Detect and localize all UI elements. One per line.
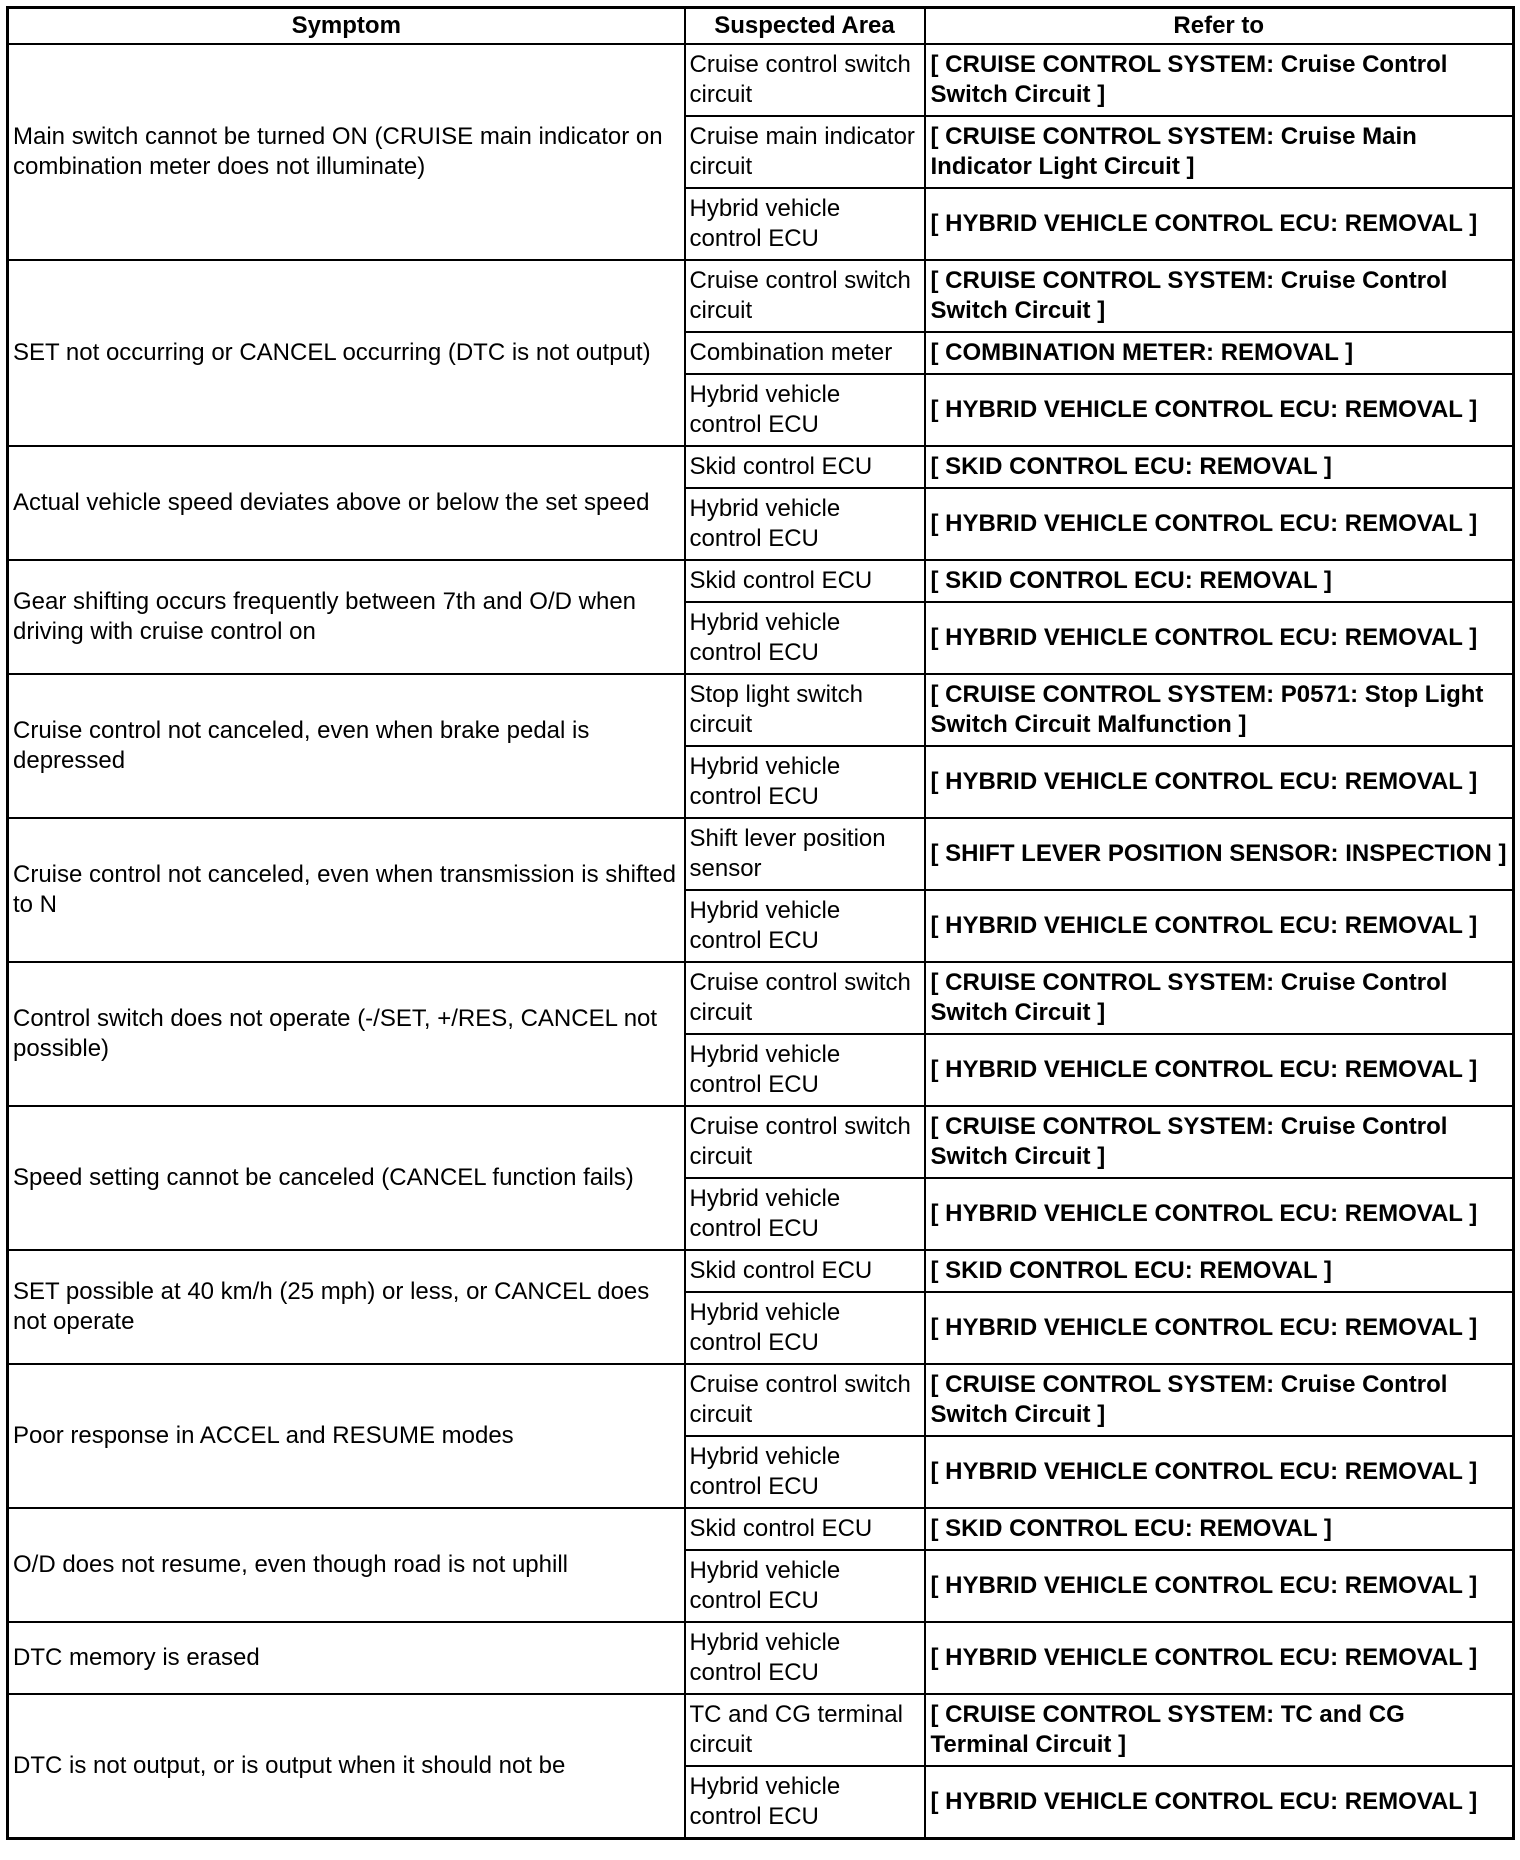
refer-to-link[interactable]: [ SKID CONTROL ECU: REMOVAL ] <box>925 446 1514 488</box>
refer-to-link[interactable]: [ HYBRID VEHICLE CONTROL ECU: REMOVAL ] <box>925 1178 1514 1250</box>
table-row <box>8 1508 1514 1550</box>
symptom-cell: SET not occurring or CANCEL occurring (DTC is not output) <box>8 260 685 446</box>
refer-to-link[interactable]: [ SKID CONTROL ECU: REMOVAL ] <box>925 1508 1514 1550</box>
suspected-area-cell: Hybrid vehicle control ECU <box>685 1436 925 1508</box>
suspected-area-cell: Cruise control switch circuit <box>685 962 925 1034</box>
table-row <box>8 1364 1514 1436</box>
refer-to-link[interactable]: [ CRUISE CONTROL SYSTEM: Cruise Control Switch Circuit ] <box>925 44 1514 116</box>
header-refer-to: Refer to <box>925 8 1514 45</box>
suspected-area-cell: TC and CG terminal circuit <box>685 1694 925 1766</box>
header-symptom: Symptom <box>8 8 685 45</box>
suspected-area-cell: Skid control ECU <box>685 1508 925 1550</box>
table-header <box>8 8 1514 45</box>
refer-to-link[interactable]: [ HYBRID VEHICLE CONTROL ECU: REMOVAL ] <box>925 1622 1514 1694</box>
refer-to-link[interactable]: [ CRUISE CONTROL SYSTEM: TC and CG Terminal Circuit ] <box>925 1694 1514 1766</box>
suspected-area-cell: Stop light switch circuit <box>685 674 925 746</box>
refer-to-link[interactable]: [ HYBRID VEHICLE CONTROL ECU: REMOVAL ] <box>925 374 1514 446</box>
header-row <box>8 8 1514 45</box>
suspected-area-cell: Hybrid vehicle control ECU <box>685 1034 925 1106</box>
refer-to-link[interactable]: [ HYBRID VEHICLE CONTROL ECU: REMOVAL ] <box>925 188 1514 260</box>
suspected-area-cell: Hybrid vehicle control ECU <box>685 1766 925 1839</box>
refer-to-link[interactable]: [ CRUISE CONTROL SYSTEM: Cruise Control Switch Circuit ] <box>925 962 1514 1034</box>
suspected-area-cell: Hybrid vehicle control ECU <box>685 1292 925 1364</box>
suspected-area-cell: Hybrid vehicle control ECU <box>685 602 925 674</box>
problem-symptoms-table <box>6 6 1515 1840</box>
symptom-cell: SET possible at 40 km/h (25 mph) or less, or CANCEL does not operate <box>8 1250 685 1364</box>
table-row <box>8 818 1514 890</box>
suspected-area-cell: Skid control ECU <box>685 1250 925 1292</box>
table-row <box>8 1622 1514 1694</box>
table-row <box>8 446 1514 488</box>
suspected-area-cell: Hybrid vehicle control ECU <box>685 488 925 560</box>
refer-to-link[interactable]: [ HYBRID VEHICLE CONTROL ECU: REMOVAL ] <box>925 1550 1514 1622</box>
symptom-cell: Main switch cannot be turned ON (CRUISE main indicator on combination meter does not illuminate) <box>8 44 685 260</box>
suspected-area-cell: Hybrid vehicle control ECU <box>685 746 925 818</box>
table-row <box>8 560 1514 602</box>
suspected-area-cell: Hybrid vehicle control ECU <box>685 890 925 962</box>
refer-to-link[interactable]: [ CRUISE CONTROL SYSTEM: Cruise Control Switch Circuit ] <box>925 260 1514 332</box>
suspected-area-cell: Hybrid vehicle control ECU <box>685 1550 925 1622</box>
refer-to-link[interactable]: [ HYBRID VEHICLE CONTROL ECU: REMOVAL ] <box>925 602 1514 674</box>
refer-to-link[interactable]: [ CRUISE CONTROL SYSTEM: Cruise Control Switch Circuit ] <box>925 1364 1514 1436</box>
suspected-area-cell: Skid control ECU <box>685 560 925 602</box>
suspected-area-cell: Hybrid vehicle control ECU <box>685 188 925 260</box>
table-row <box>8 1694 1514 1766</box>
table-row <box>8 1250 1514 1292</box>
suspected-area-cell: Cruise control switch circuit <box>685 260 925 332</box>
refer-to-link[interactable]: [ HYBRID VEHICLE CONTROL ECU: REMOVAL ] <box>925 488 1514 560</box>
symptom-cell: Gear shifting occurs frequently between 7th and O/D when driving with cruise control on <box>8 560 685 674</box>
symptom-cell: DTC memory is erased <box>8 1622 685 1694</box>
suspected-area-cell: Shift lever position sensor <box>685 818 925 890</box>
table-row <box>8 962 1514 1034</box>
table-row <box>8 674 1514 746</box>
suspected-area-cell: Cruise control switch circuit <box>685 44 925 116</box>
refer-to-link[interactable]: [ CRUISE CONTROL SYSTEM: P0571: Stop Light Switch Circuit Malfunction ] <box>925 674 1514 746</box>
suspected-area-cell: Hybrid vehicle control ECU <box>685 1178 925 1250</box>
refer-to-link[interactable]: [ HYBRID VEHICLE CONTROL ECU: REMOVAL ] <box>925 1292 1514 1364</box>
symptom-cell: O/D does not resume, even though road is not uphill <box>8 1508 685 1622</box>
suspected-area-cell: Hybrid vehicle control ECU <box>685 1622 925 1694</box>
refer-to-link[interactable]: [ HYBRID VEHICLE CONTROL ECU: REMOVAL ] <box>925 1034 1514 1106</box>
table-row <box>8 1106 1514 1178</box>
refer-to-link[interactable]: [ HYBRID VEHICLE CONTROL ECU: REMOVAL ] <box>925 890 1514 962</box>
refer-to-link[interactable]: [ CRUISE CONTROL SYSTEM: Cruise Control Switch Circuit ] <box>925 1106 1514 1178</box>
suspected-area-cell: Cruise control switch circuit <box>685 1364 925 1436</box>
suspected-area-cell: Skid control ECU <box>685 446 925 488</box>
suspected-area-cell: Hybrid vehicle control ECU <box>685 374 925 446</box>
refer-to-link[interactable]: [ SKID CONTROL ECU: REMOVAL ] <box>925 560 1514 602</box>
refer-to-link[interactable]: [ SHIFT LEVER POSITION SENSOR: INSPECTION ] <box>925 818 1514 890</box>
refer-to-link[interactable]: [ HYBRID VEHICLE CONTROL ECU: REMOVAL ] <box>925 1766 1514 1839</box>
symptom-cell: Cruise control not canceled, even when brake pedal is depressed <box>8 674 685 818</box>
table-row <box>8 44 1514 116</box>
refer-to-link[interactable]: [ COMBINATION METER: REMOVAL ] <box>925 332 1514 374</box>
symptom-cell: Cruise control not canceled, even when transmission is shifted to N <box>8 818 685 962</box>
table-row <box>8 260 1514 332</box>
suspected-area-cell: Cruise control switch circuit <box>685 1106 925 1178</box>
symptom-cell: DTC is not output, or is output when it should not be <box>8 1694 685 1839</box>
refer-to-link[interactable]: [ CRUISE CONTROL SYSTEM: Cruise Main Indicator Light Circuit ] <box>925 116 1514 188</box>
suspected-area-cell: Combination meter <box>685 332 925 374</box>
suspected-area-cell: Cruise main indicator circuit <box>685 116 925 188</box>
symptom-cell: Poor response in ACCEL and RESUME modes <box>8 1364 685 1508</box>
refer-to-link[interactable]: [ HYBRID VEHICLE CONTROL ECU: REMOVAL ] <box>925 1436 1514 1508</box>
refer-to-link[interactable]: [ SKID CONTROL ECU: REMOVAL ] <box>925 1250 1514 1292</box>
refer-to-link[interactable]: [ HYBRID VEHICLE CONTROL ECU: REMOVAL ] <box>925 746 1514 818</box>
symptom-cell: Control switch does not operate (-/SET, +/RES, CANCEL not possible) <box>8 962 685 1106</box>
problem-symptoms-table-container <box>6 6 1512 1840</box>
table-body <box>8 44 1514 1839</box>
header-suspected-area: Suspected Area <box>685 8 925 45</box>
symptom-cell: Actual vehicle speed deviates above or below the set speed <box>8 446 685 560</box>
symptom-cell: Speed setting cannot be canceled (CANCEL function fails) <box>8 1106 685 1250</box>
